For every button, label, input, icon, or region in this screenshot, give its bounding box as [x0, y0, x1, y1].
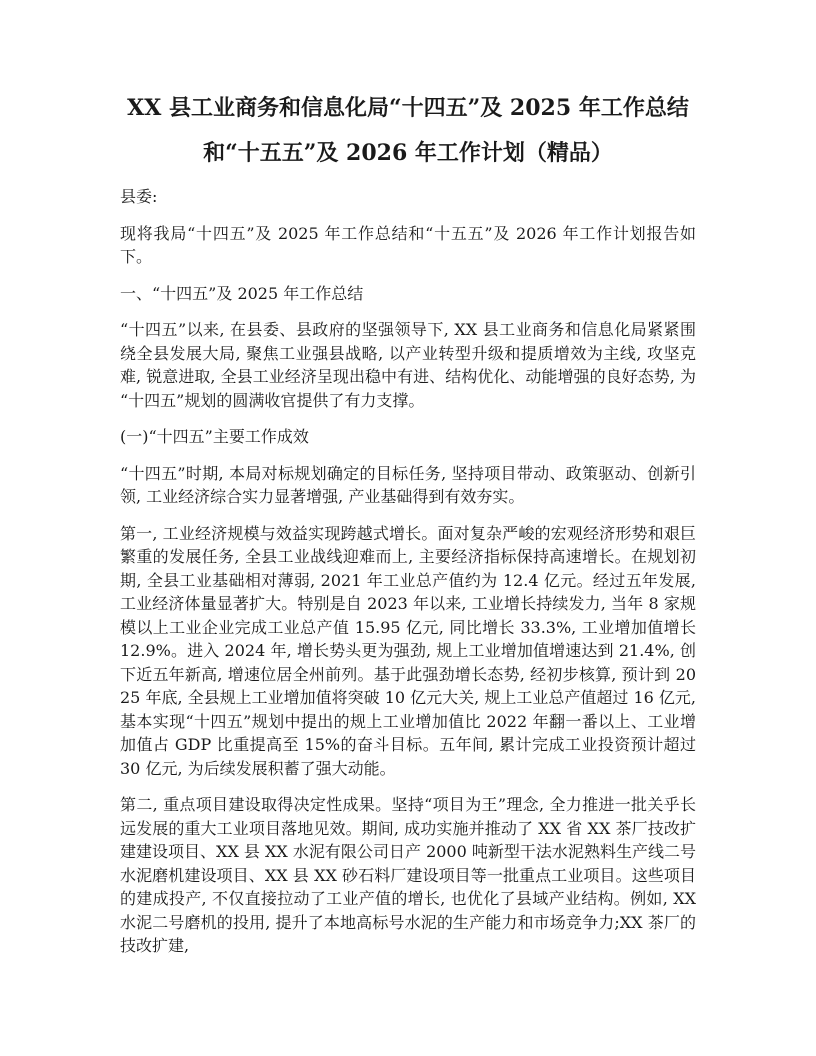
heading-section-1: 一、“十四五”及 2025 年工作总结: [120, 283, 364, 303]
paragraph-overview: “十四五”以来, 在县委、县政府的坚强领导下, XX 县工业商务和信息化局紧紧围绕全县发展大局, 聚焦工业强县战略, 以产业转型升级和提质增效为主线, 攻坚克难, 锐意进取, 全县工业经济呈现出稳中有进、结构优化、动能增强的良好态势, 为“十四五”规划的圆满收官提供了有力支撑。: [120, 320, 696, 410]
paragraph-achievement-2: 第二, 重点项目建设取得决定性成果。坚持“项目为王”理念, 全力推进一批关乎长远发展的重大工业项目落地见效。期间, 成功实施并推动了 XX 省 XX 茶厂技改扩建建设项目、XX 县 XX 水泥有限公司日产 2000 吨新型干法水泥熟料生产线二号水泥磨机建设项目、XX 县 XX 砂石料厂建设项目等一批重点工业项目。这些项目的建成投产, 不仅直接拉动了工业产值的增长, 也优化了县域产业结构。例如, XX 水泥二号磨机的投用, 提升了本地高标号水泥的生产能力和市场竞争力;XX 茶厂的技改扩建,: [120, 795, 696, 955]
document-body: [120, 185, 696, 958]
paragraph-achievements-intro: “十四五”时期, 本局对标规划确定的目标任务, 坚持项目带动、政策驱动、创新引领, 工业经济综合实力显著增强, 产业基础得到有效夯实。: [120, 463, 696, 506]
document-title: XX 县工业商务和信息化局“十四五”及 2025 年工作总结和“十五五”及 2026 年工作计划（精品）: [127, 95, 689, 166]
paragraph-achievement-1: 第一, 工业经济规模与效益实现跨越式增长。面对复杂严峻的宏观经济形势和艰巨繁重的发展任务, 全县工业战线迎难而上, 主要经济指标保持高速增长。在规划初期, 全县工业基础相对薄弱, 2021 年工业总产值约为 12.4 亿元。经过五年发展, 工业经济体量显著扩大。特别是自 2023 年以来, 工业增长持续发力, 当年 8 家规模以上工业企业完成工业总产值 15.95 亿元, 同比增长 33.3%, 工业增加值增长 12.9%。进入 2024 年, 增长势头更为强劲, 规上工业增加值增速达到 21.4%, 创下近五年新高, 增速位居全州前列。基于此强劲增长态势, 经初步核算, 预计到 2025 年底, 全县规上工业增加值将突破 10 亿元大关, 规上工业总产值超过 16 亿元, 基本实现“十四五”规划中提出的规上工业增加值比 2022 年翻一番以上、工业增加值占 GDP 比重提高至 15%的奋斗目标。五年间, 累计完成工业投资预计超过 30 亿元, 为后续发展积蓄了强大动能。: [120, 523, 696, 778]
salutation: 县委:: [120, 187, 158, 206]
paragraph-intro: 现将我局“十四五”及 2025 年工作总结和“十五五”及 2026 年工作计划报告如下。: [120, 223, 696, 266]
heading-subsection-1: (一)“十四五”主要工作成效: [120, 427, 309, 446]
